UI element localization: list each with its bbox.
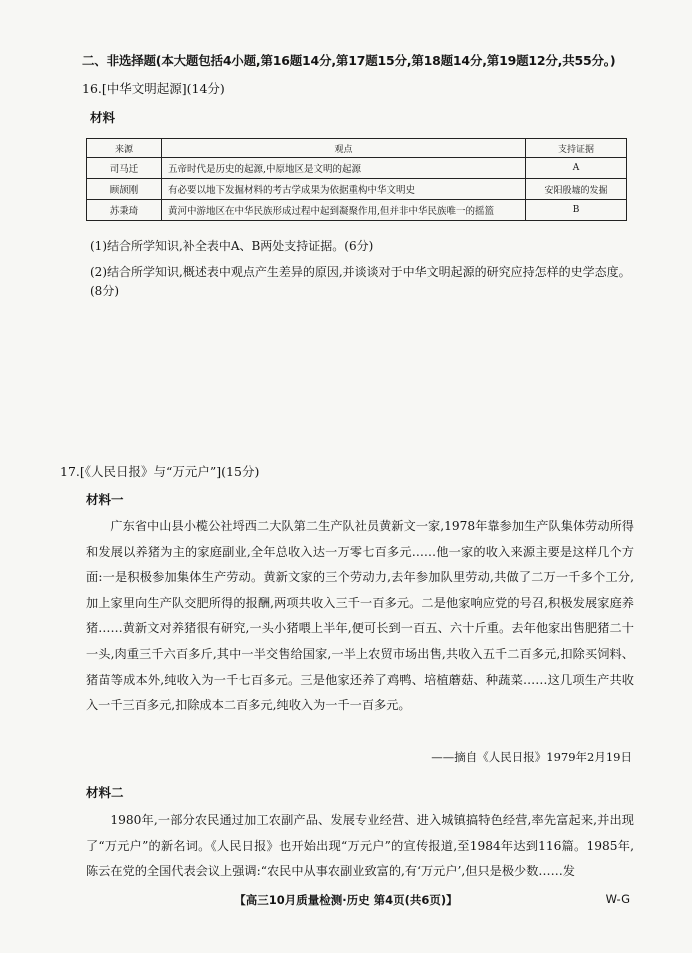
table-cell-view: 有必要以地下发掘材料的考古学成果为依据重构中华文明史 xyxy=(162,179,526,200)
material-2-text-block xyxy=(86,808,634,885)
table-cell-view: 五帝时代是历史的起源,中原地区是文明的起源 xyxy=(162,158,526,179)
table-header: 来源 xyxy=(87,139,162,158)
material-2-label: 材料二 xyxy=(86,785,124,800)
table-row xyxy=(87,158,627,179)
table-cell-evidence: A xyxy=(526,158,627,179)
material-1-paragraph: 广东省中山县小榄公社埒西二大队第二生产队社员黄新文一家,1978年靠参加生产队集体劳动所得和发展以养猪为主的家庭副业,全年总收入达一万零七百多元……他一家的收入来源主要是这样几个方面:一是积极参加集体生产劳动。黄新文家的三个劳动力,去年参加队里劳动,共做了二万一千多个工分,加上家里向生产队交肥所得的报酬,两项共收入三千一百多元。二是他家响应党的号召,积极发展家庭养猪……黄新文对养猪很有研究,一头小猪喂上半年,便可长到一百五、六十斤重。去年他家出售肥猪二十一头,肉重三千六百多斤,其中一半交售给国家,一半上农贸市场出售,共收入五千二百多元,扣除买饲料、猪苗等成本外,纯收入为一千七百多元。三是他家还养了鸡鸭、培植蘑菇、种蔬菜……这几项生产共收入一千三百多元,扣除成本二百多元,纯收入为一千一百多元。 xyxy=(86,519,634,713)
table-cell-source: 苏秉琦 xyxy=(87,200,162,221)
table-cell-source: 顾颉刚 xyxy=(87,179,162,200)
table-header-row xyxy=(87,139,627,158)
sub-question-1: (1)结合所学知识,补全表中A、B两处支持证据。(6分) xyxy=(90,239,374,253)
question-16-title: 16.[中华文明起源](14分) xyxy=(82,81,225,96)
sub-question-2: (2)结合所学知识,概述表中观点产生差异的原因,并谈谈对于中华文明起源的研究应持怎样的史学态度。(8分) xyxy=(90,265,631,298)
table-cell-evidence: 安阳殷墟的发掘 xyxy=(526,179,627,200)
material-1-label: 材料一 xyxy=(86,492,124,507)
material-2-paragraph: 1980年,一部分农民通过加工农副产品、发展专业经营、进入城镇搞特色经营,率先富起来,并出现了“万元户”的新名词。《人民日报》也开始出现“万元户”的宣传报道,至1984年达到116篇。1985年,陈云在党的全国代表会议上强调:“农民中从事农副业致富的,有‘万元户’,但只是极少数……发 xyxy=(86,813,634,879)
question-17-title: 17.[《人民日报》与“万元户”](15分) xyxy=(60,464,260,479)
material-1-text-block xyxy=(86,514,634,719)
table-header: 观点 xyxy=(162,139,526,158)
table-cell-source: 司马迁 xyxy=(87,158,162,179)
paper-code: W-G xyxy=(605,892,630,906)
table-header: 支持证据 xyxy=(526,139,627,158)
table-cell-evidence: B xyxy=(526,200,627,221)
table-cell-view: 黄河中游地区在中华民族形成过程中起到凝聚作用,但并非中华民族唯一的摇篮 xyxy=(162,200,526,221)
evidence-table xyxy=(86,138,627,221)
table-row xyxy=(87,179,627,200)
material-label: 材料 xyxy=(90,110,116,125)
section-title: 二、非选择题(本大题包括4小题,第16题14分,第17题15分,第18题14分,第19题12分,共55分。) xyxy=(82,53,616,68)
page-footer: 【高三10月质量检测·历史 第4页(共6页)】 xyxy=(234,893,458,907)
material-1-citation: ——摘自《人民日报》1979年2月19日 xyxy=(431,750,632,764)
table-row xyxy=(87,200,627,221)
